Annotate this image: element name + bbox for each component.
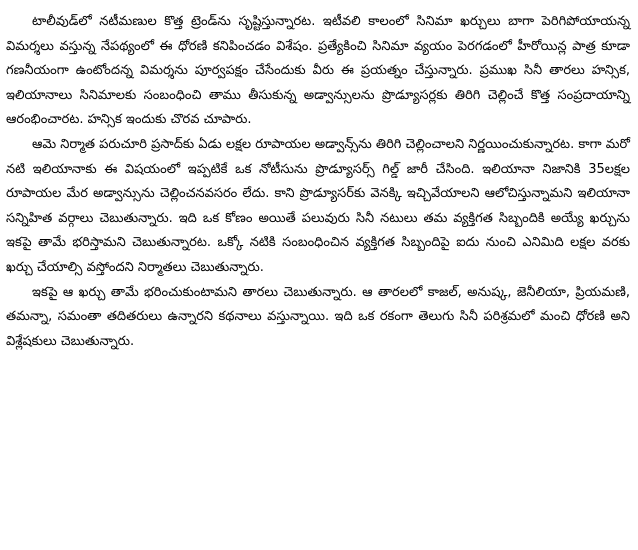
paragraph-1: టాలీవుడ్‌లో నటీమణుల కొత్త ట్రెండ్‌ను సృష్టిస్తున్నారట. ఇటీవలి కాలంలో సినిమా ఖర్చులు బాగా పెరిగిపోయాయన్న విమర్శలు వస్తున్న నేపథ్యంలో ఈ ధోరణి కనిపించడం విశేషం. ప్రత్యేకించి సినిమా వ్యయం పెరగడంలో హీరోయిన్ల పాత్ర కూడా గణనీయంగా ఉంటోందన్న విమర్శను పూర్వపక్షం చేసేందుకు వీరు ఈ ప్రయత్నం చేస్తున్నారు. ప్రముఖ సినీ తారలు హన్సిక, ఇలియానాలు సినిమాలకు సంబంధించి తాము తీసుకున్న అడ్వాన్సులను ప్రొడ్యూసర్లకు తిరిగి చెల్లించే కొత్త సంప్రదాయాన్ని ఆరంభించారట. హన్సిక ఇందుకు చొరవ చూపారు. <box>6 14 630 128</box>
paragraph-3: ఇకపై ఆ ఖర్చు తామే భరించుకుంటామని తారలు చెబుతున్నారు. ఆ తారలలో కాజల్, అనుష్క, జెనీలియా, ప్రియమణి, తమన్నా, సమంతా తదితరులు ఉన్నారని కథనాలు వస్తున్నాయి. ఇది ఒక రకంగా తెలుగు సినీ పరిశ్రమలో మంచి ధోరణి అని విశ్లేషకులు చెబుతున్నారు. <box>6 284 630 349</box>
article-body <box>6 10 630 354</box>
paragraph-2: ఆమె నిర్మాత పరుచూరి ప్రసాద్‌కు ఏడు లక్షల రూపాయల అడ్వాన్స్‌ను తిరిగి చెల్లించాలని నిర్ణయించుకున్నారట. కాగా మరో నటి ఇలియానాకు ఈ విషయంలో ఇప్పటికే ఒక నోటీసును ప్రొడ్యూసర్స్ గిల్డ్ జారీ చేసింది. ఇలియానా నిజానికి 35లక్షల రూపాయల మేర అడ్వాన్సును చెల్లించనవసరం లేదు. కాని ప్రొడ్యూసర్‌కు వెనక్కి ఇచ్చివేయాలని ఆలోచిస్తున్నామని ఇలియానా సన్నిహిత వర్గాలు చెబుతున్నారు. ఇది ఒక కోణం అయితే పలువురు సినీ నటులు తమ వ్యక్తిగత సిబ్బందికి అయ్యే ఖర్చును ఇకపై తామే భరిస్తామని చెబుతున్నారట. ఒక్కో నటికి సంబంధించిన వ్యక్తిగత సిబ్బందిపై ఐదు నుంచి ఎనిమిది లక్షల వరకు ఖర్చు చేయాల్సి వస్తోందని నిర్మాతలు చెబుతున్నారు. <box>6 136 630 275</box>
